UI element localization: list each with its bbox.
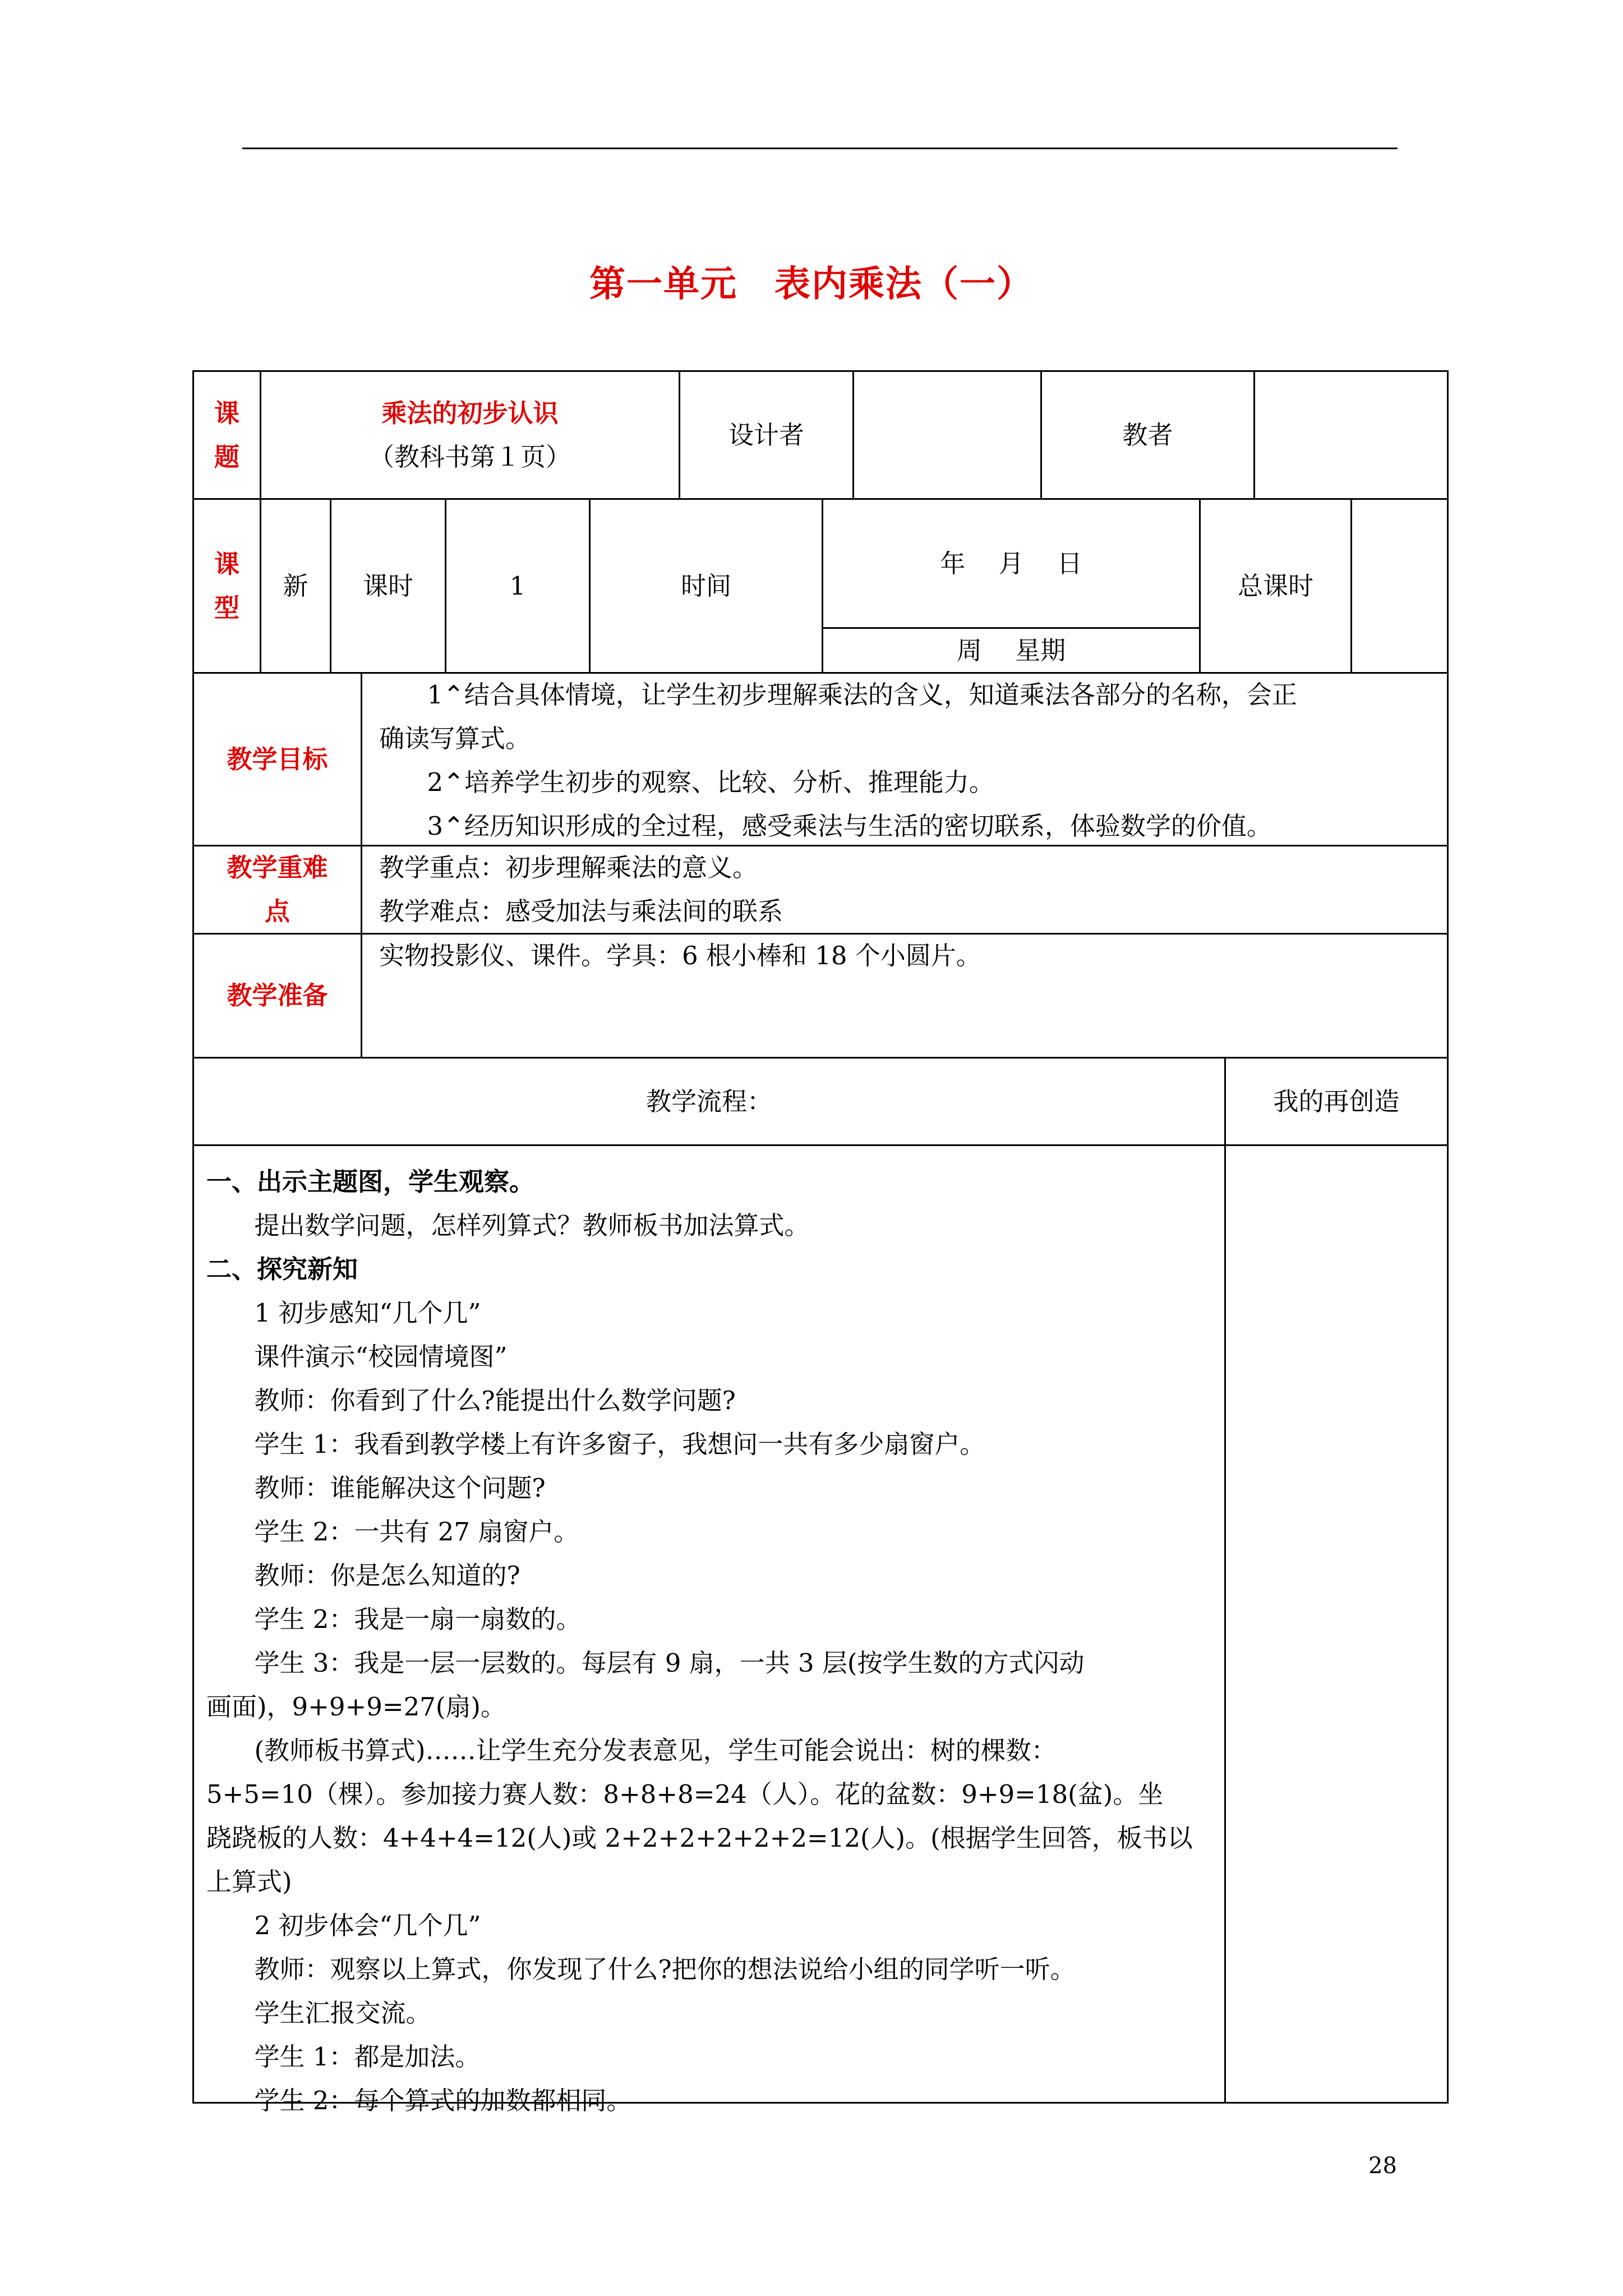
process-line: 学生 1：我看到教学楼上有许多窗子，我想问一共有多少扇窗户。	[254, 1429, 985, 1459]
teacher-value	[1255, 372, 1447, 498]
textbook-page: （教科书第１页）	[368, 441, 571, 472]
objective-line: 1⌃结合具体情境，让学生初步理解乘法的含义，知道乘法各部分的名称，会正	[427, 680, 1297, 710]
process-line: 教师：谁能解决这个问题?	[254, 1473, 546, 1503]
key-point-line: 教学难点：感受加法与乘法间的联系	[379, 896, 783, 926]
process-line: 学生 2：我是一扇一扇数的。	[254, 1604, 582, 1634]
topic-label: 课 题	[214, 398, 239, 472]
preparation-label: 教学准备	[227, 981, 328, 1010]
designer-label: 设计者	[728, 420, 804, 450]
process-line: 上算式)	[206, 1867, 292, 1897]
preparation-text: 实物投影仪、课件。学具：6 根小棒和 18 个小圆片。	[379, 941, 981, 970]
objective-line: 确读写算式。	[379, 724, 531, 753]
lesson-topic	[261, 372, 679, 498]
process-line: 2 初步体会“几个几”	[254, 1911, 481, 1940]
process-line: 学生 1：都是加法。	[254, 2042, 481, 2072]
process-line: 提出数学问题，怎样列算式？教师板书加法算式。	[254, 1211, 810, 1240]
process-line: (教师板书算式)……让学生充分发表意见，学生可能会说出：树的棵数：	[254, 1736, 1057, 1765]
period-label: 课时	[362, 570, 413, 601]
process-line: 课件演示“校园情境图”	[254, 1342, 508, 1372]
objectives-label: 教学目标	[227, 744, 328, 774]
process-body	[206, 1160, 1216, 2123]
process-line: 教师：你看到了什么?能提出什么数学问题?	[254, 1386, 736, 1415]
designer-value	[854, 372, 1040, 498]
objectives-text	[379, 673, 1439, 848]
process-line: 画面)，9+9+9=27(扇)。	[206, 1692, 506, 1722]
process-line: 跷跷板的人数：4+4+4=12(人)或 2+2+2+2+2+2=12(人)。(根据学生回答，板书以	[206, 1823, 1193, 1853]
lesson-type-label: 课 型	[214, 549, 239, 623]
page-number: 28	[1368, 2153, 1397, 2179]
process-line: 教师：你是怎么知道的?	[254, 1561, 520, 1590]
section-heading: 二、探究新知	[206, 1254, 358, 1284]
section-heading: 一、出示主题图，学生观察。	[206, 1167, 535, 1197]
period-value: 1	[509, 570, 526, 601]
header-rule	[242, 148, 1398, 149]
lesson-type-value: 新	[283, 570, 308, 601]
process-line: 1 初步感知“几个几”	[254, 1298, 481, 1328]
recreation-header: 我的再创造	[1273, 1086, 1400, 1116]
process-line: 学生 2：每个算式的加数都相同。	[254, 2086, 632, 2115]
total-periods-value	[1352, 500, 1447, 672]
key-point-line: 教学重点：初步理解乘法的意义。	[379, 853, 758, 882]
teacher-label: 教者	[1122, 420, 1173, 450]
week-field: 周 星期	[956, 635, 1066, 665]
topic-name: 乘法的初步认识	[381, 398, 559, 428]
key-points-label: 教学重难 点	[227, 853, 328, 926]
key-points-text	[379, 846, 1439, 933]
objective-line: 2⌃培养学生初步的观察、比较、分析、推理能力。	[427, 767, 994, 797]
total-periods-label: 总课时	[1237, 570, 1313, 601]
process-line: 学生汇报交流。	[254, 1998, 431, 2028]
process-line: 5+5=10（棵）。参加接力赛人数：8+8+8=24（人）。花的盆数：9+9=18(盆)。坐	[206, 1779, 1164, 1809]
time-label: 时间	[680, 570, 731, 601]
process-line: 学生 3：我是一层一层数的。每层有 9 扇，一共 3 层(按学生数的方式闪动	[254, 1648, 1085, 1678]
process-line: 学生 2：一共有 27 扇窗户。	[254, 1517, 579, 1547]
objective-line: 3⌃经历知识形成的全过程，感受乘法与生活的密切联系，体验数学的价值。	[427, 811, 1272, 841]
process-line: 教师：观察以上算式，你发现了什么?把你的想法说给小组的同学听一听。	[254, 1954, 1076, 1984]
date-field: 年 月 日	[940, 548, 1082, 578]
page-title: 第一单元 表内乘法（一）	[589, 263, 1034, 305]
process-header: 教学流程：	[645, 1086, 772, 1116]
